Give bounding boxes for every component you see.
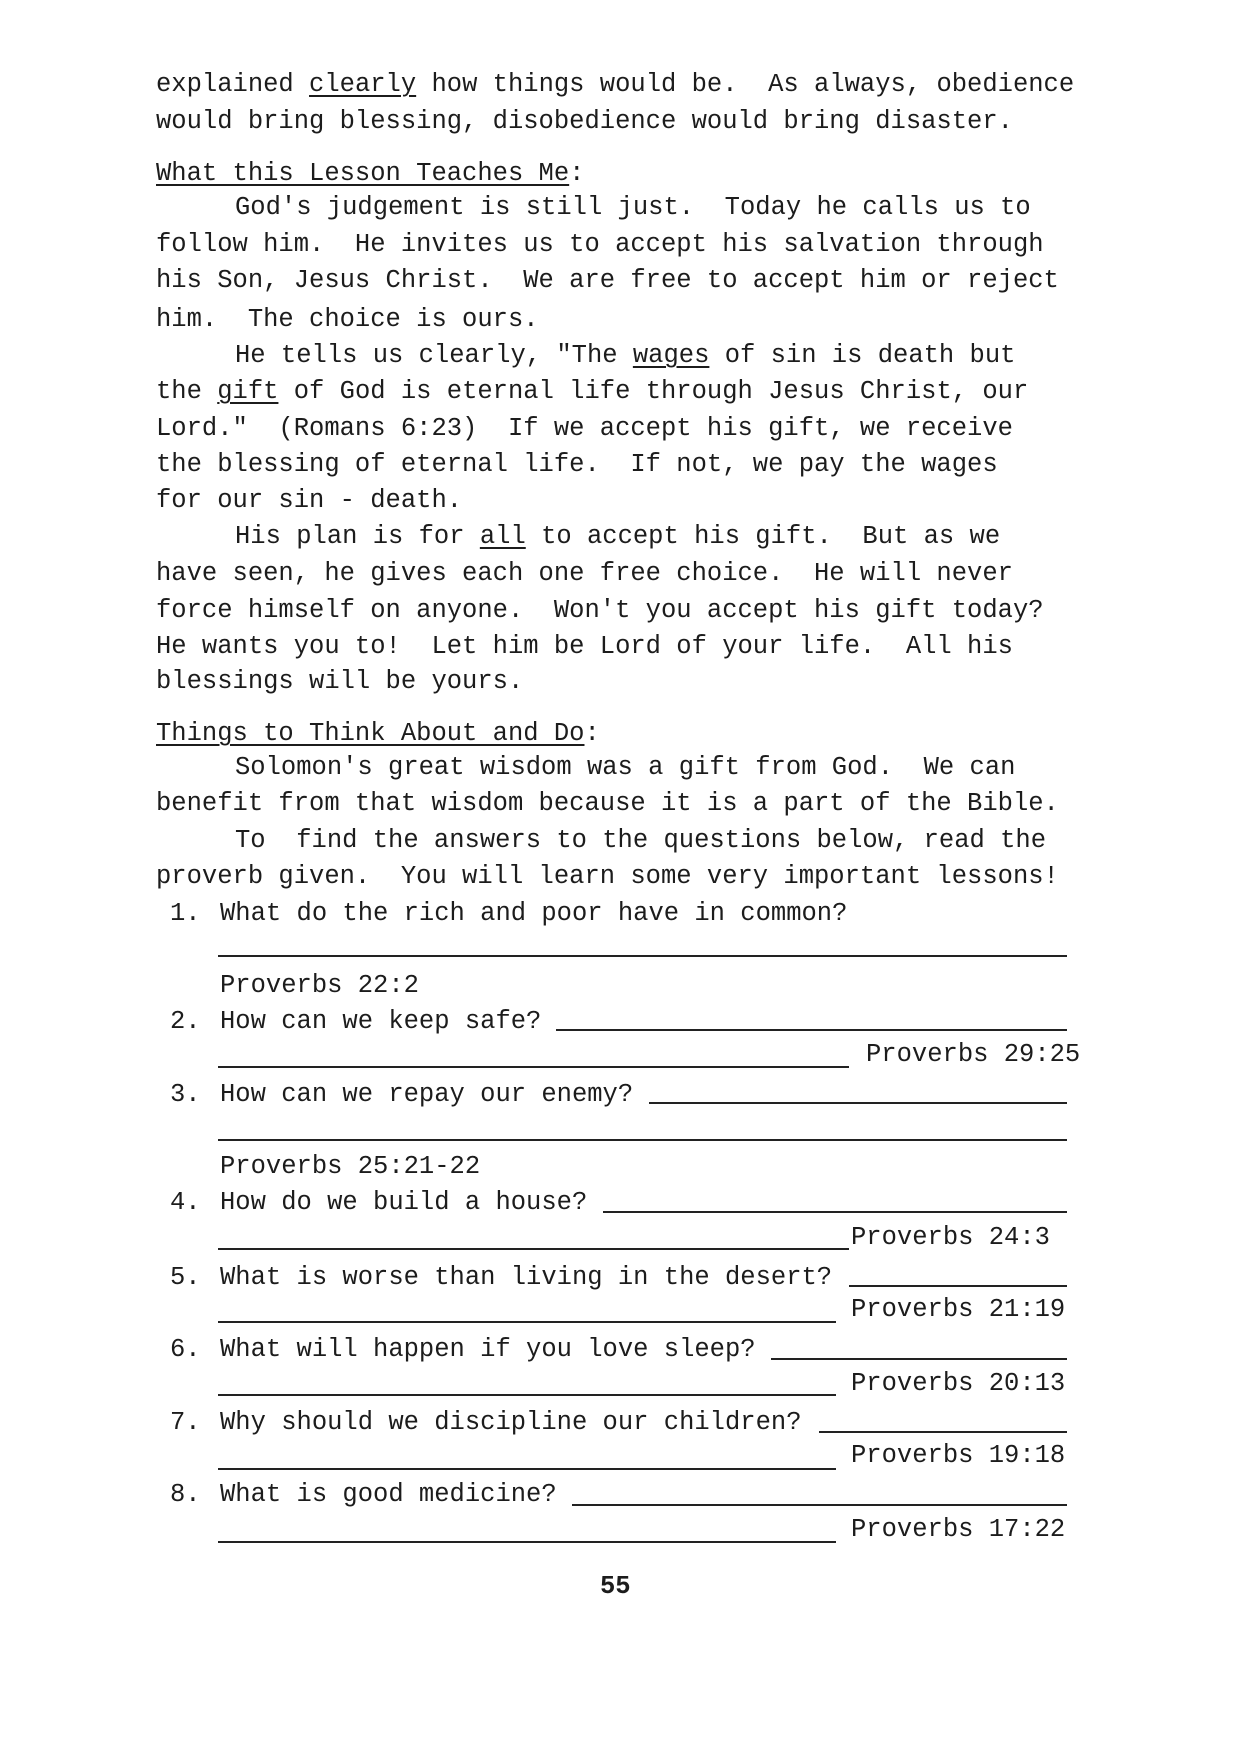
colon: : xyxy=(569,159,585,188)
proverb-reference: Proverbs 20:13 xyxy=(851,1369,1066,1398)
question-number: 5. xyxy=(170,1263,201,1292)
answer-line[interactable] xyxy=(218,1541,836,1543)
underlined-word: gift xyxy=(217,377,279,406)
question-text: What will happen if you love sleep? xyxy=(220,1335,756,1364)
paragraph-line xyxy=(156,375,1028,409)
question-number: 6. xyxy=(170,1335,201,1364)
answer-line[interactable] xyxy=(218,1468,836,1470)
paragraph-line: Lord." (Romans 6:23) If we accept his gift, we receive xyxy=(156,414,1013,443)
paragraph-line: the blessing of eternal life. If not, we pay the wages xyxy=(156,450,998,479)
paragraph-line: blessings will be yours. xyxy=(156,667,524,696)
intro-line-1 xyxy=(156,68,1074,102)
text: His plan is for xyxy=(235,522,480,551)
page-number: 55 xyxy=(600,1572,631,1601)
answer-line[interactable] xyxy=(218,1139,1067,1141)
paragraph-line: God's judgement is still just. Today he calls us to xyxy=(235,193,1031,222)
answer-line[interactable] xyxy=(649,1102,1067,1104)
question-text: How can we repay our enemy? xyxy=(220,1080,634,1109)
paragraph-line: benefit from that wisdom because it is a part of the Bible. xyxy=(156,789,1059,818)
underlined-word: all xyxy=(479,522,526,551)
intro-line-2: would bring blessing, disobedience would bring disaster. xyxy=(156,107,1013,136)
paragraph-line: him. The choice is ours. xyxy=(156,305,539,334)
answer-line[interactable] xyxy=(218,955,1067,957)
question-number: 2. xyxy=(170,1007,201,1036)
proverb-reference: Proverbs 21:19 xyxy=(851,1295,1066,1324)
question-number: 4. xyxy=(170,1188,201,1217)
paragraph-line: To find the answers to the questions below, read the xyxy=(235,826,1047,855)
paragraph-line: have seen, he gives each one free choice. He will never xyxy=(156,559,1013,588)
answer-line[interactable] xyxy=(556,1029,1067,1031)
question-text: How can we keep safe? xyxy=(220,1007,542,1036)
section-heading-lesson xyxy=(156,157,584,191)
answer-line[interactable] xyxy=(849,1285,1067,1287)
answer-line[interactable] xyxy=(819,1431,1067,1433)
paragraph-line xyxy=(235,520,1000,554)
paragraph-line: Solomon's great wisdom was a gift from God. We can xyxy=(235,753,1016,782)
colon: : xyxy=(584,719,600,748)
heading-text: Things to Think About and Do xyxy=(156,719,585,748)
section-heading-activity xyxy=(156,717,600,751)
text: to accept his gift. But as we xyxy=(525,522,1001,551)
question-number: 7. xyxy=(170,1408,201,1437)
proverb-reference: Proverbs 17:22 xyxy=(851,1515,1066,1544)
proverb-reference: Proverbs 25:21-22 xyxy=(220,1152,481,1181)
paragraph-line: force himself on anyone. Won't you accept his gift today? xyxy=(156,596,1044,625)
proverb-reference: Proverbs 19:18 xyxy=(851,1441,1066,1470)
proverb-reference: Proverbs 24:3 xyxy=(851,1223,1050,1252)
paragraph-line: follow him. He invites us to accept his salvation through xyxy=(156,230,1044,259)
paragraph-line: proverb given. You will learn some very important lessons! xyxy=(156,862,1059,891)
underlined-word: wages xyxy=(632,341,710,370)
paragraph-line: He wants you to! Let him be Lord of your life. All his xyxy=(156,632,1013,661)
question-number: 8. xyxy=(170,1480,201,1509)
answer-line[interactable] xyxy=(218,1066,849,1068)
paragraph-line xyxy=(235,339,1015,373)
text: He tells us clearly, "The xyxy=(235,341,633,370)
paragraph-line: for our sin - death. xyxy=(156,486,463,515)
answer-line[interactable] xyxy=(218,1321,836,1323)
question-text: Why should we discipline our children? xyxy=(220,1408,802,1437)
question-number: 3. xyxy=(170,1080,201,1109)
text: the xyxy=(156,377,218,406)
text: how things would be. As always, obedience xyxy=(416,70,1075,99)
paragraph-line: his Son, Jesus Christ. We are free to accept him or reject xyxy=(156,266,1059,295)
proverb-reference: Proverbs 29:25 xyxy=(866,1040,1081,1069)
question-text: What is good medicine? xyxy=(220,1480,557,1509)
answer-line[interactable] xyxy=(603,1211,1067,1213)
underlined-word: clearly xyxy=(309,70,417,99)
question-text: What is worse than living in the desert? xyxy=(220,1263,833,1292)
text: of God is eternal life through Jesus Christ, our xyxy=(278,377,1029,406)
answer-line[interactable] xyxy=(771,1358,1067,1360)
text: explained xyxy=(156,70,310,99)
heading-text: What this Lesson Teaches Me xyxy=(156,159,570,188)
question-text: What do the rich and poor have in common? xyxy=(220,899,848,928)
text: of sin is death but xyxy=(709,341,1016,370)
answer-line[interactable] xyxy=(218,1394,836,1396)
proverb-reference: Proverbs 22:2 xyxy=(220,971,419,1000)
question-text: How do we build a house? xyxy=(220,1188,588,1217)
answer-line[interactable] xyxy=(572,1504,1067,1506)
question-number: 1. xyxy=(170,899,201,928)
answer-line[interactable] xyxy=(218,1248,849,1250)
